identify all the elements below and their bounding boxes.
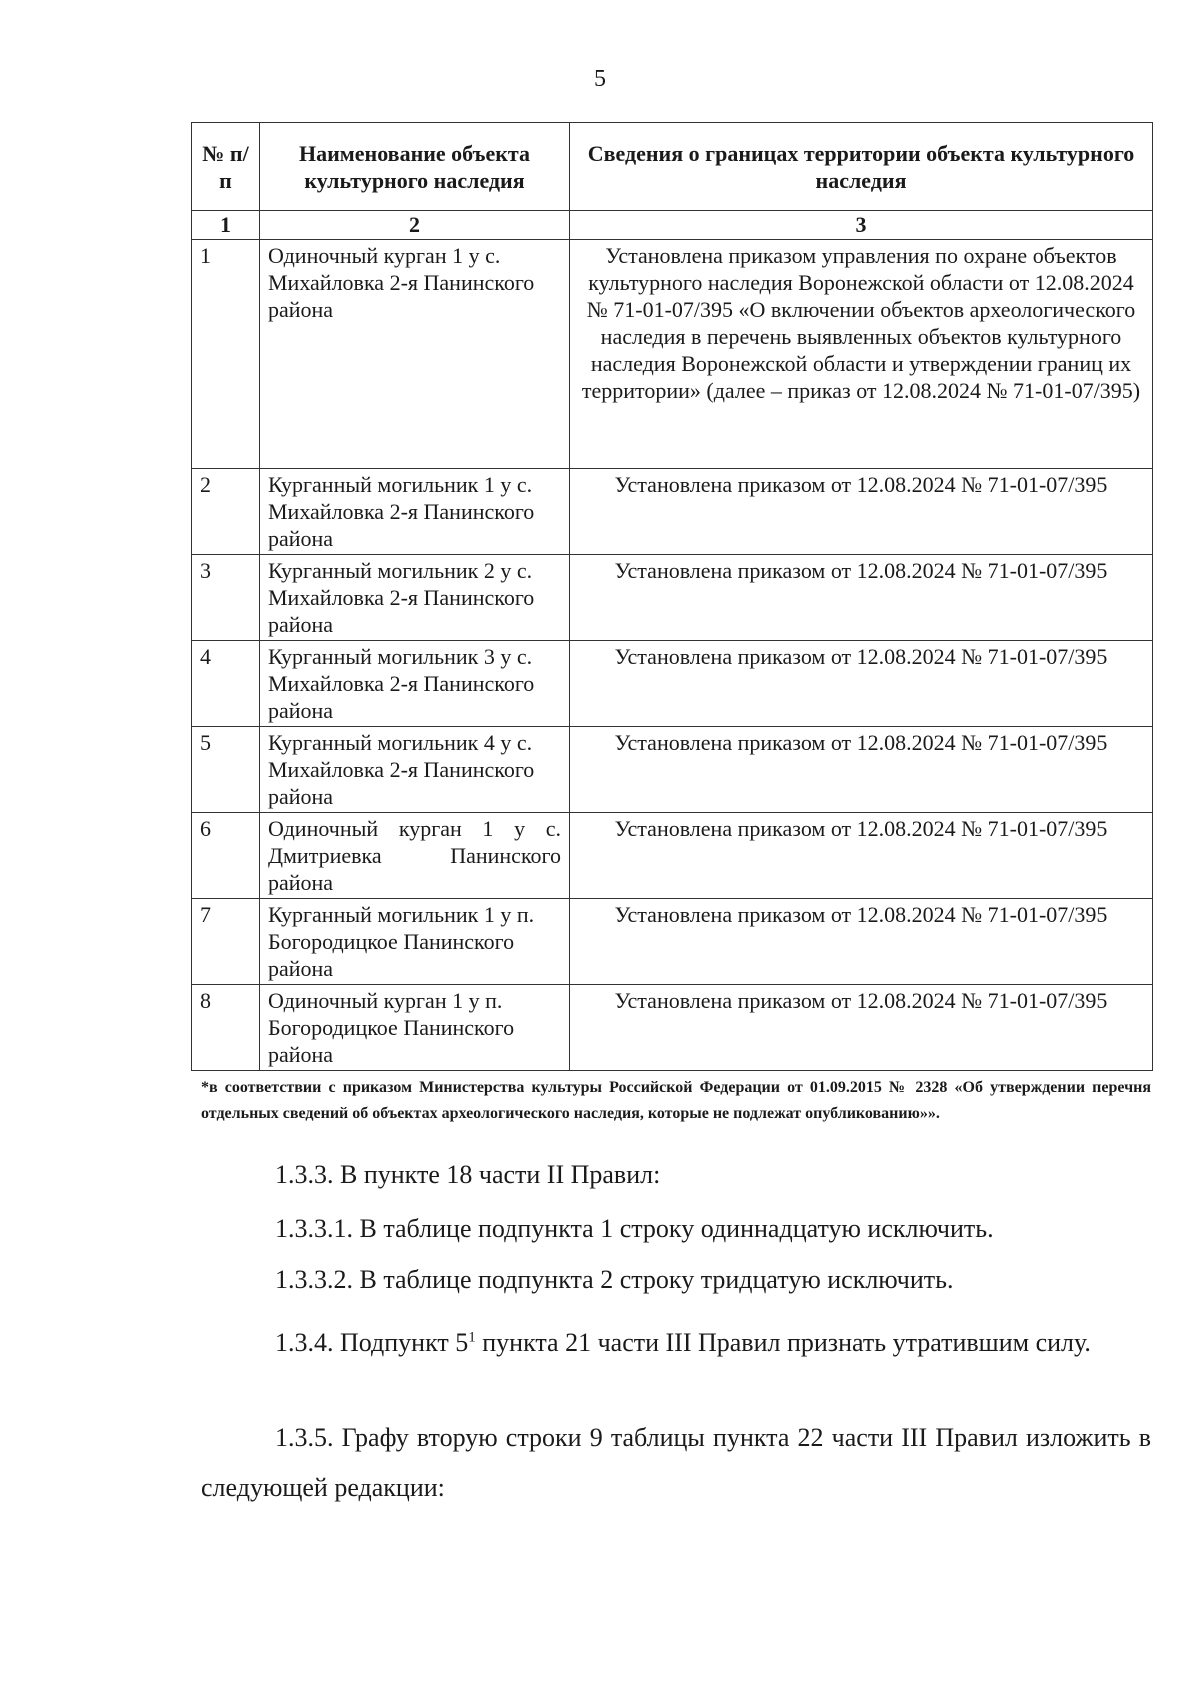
row-number: 3: [192, 555, 260, 641]
object-name: Одиночный курган 1 у п. Богородицкое Панинского района: [260, 985, 570, 1071]
row-number: 8: [192, 985, 260, 1071]
superscript-index: 1: [468, 1329, 476, 1346]
object-name: Курганный могильник 1 у п. Богородицкое Панинского района: [260, 899, 570, 985]
column-number-3: 3: [570, 211, 1153, 240]
row-number: 4: [192, 641, 260, 727]
row-number: 7: [192, 899, 260, 985]
paragraph-1-3-3-1: 1.3.3.1. В таблице подпункта 1 строку одиннадцатую исключить.: [275, 1214, 994, 1243]
object-name: Одиночный курган 1 у с. Дмитриевка Панинского района: [260, 813, 570, 899]
territory-info: Установлена приказом от 12.08.2024 № 71-01-07/395: [570, 899, 1153, 985]
header-number: № п/п: [192, 123, 260, 211]
row-number: 2: [192, 469, 260, 555]
object-name: Курганный могильник 1 у с. Михайловка 2-я Панинского района: [260, 469, 570, 555]
object-name: Курганный могильник 3 у с. Михайловка 2-я Панинского района: [260, 641, 570, 727]
object-name: Курганный могильник 2 у с. Михайловка 2-я Панинского района: [260, 555, 570, 641]
header-object-name: Наименование объекта культурного наследия: [260, 123, 570, 211]
object-name: Одиночный курган 1 у с. Михайловка 2-я Панинского района: [260, 240, 570, 469]
table-row: [192, 469, 1153, 555]
territory-info: Установлена приказом от 12.08.2024 № 71-01-07/395: [570, 727, 1153, 813]
territory-info: Установлена приказом управления по охране объектов культурного наследия Воронежской области от 12.08.2024 № 71-01-07/395 «О включении объектов археологического наследия в перечень выявленных объектов культурного наследия Воронежской области и утверждении границ их территории» (далее – приказ от 12.08.2024 № 71-01-07/395): [570, 240, 1153, 469]
column-number-2: 2: [260, 211, 570, 240]
paragraph-1-3-4: [201, 1318, 1151, 1368]
paragraph-1-3-3: 1.3.3. В пункте 18 части II Правил:: [275, 1160, 661, 1189]
territory-info: Установлена приказом от 12.08.2024 № 71-01-07/395: [570, 813, 1153, 899]
territory-info: Установлена приказом от 12.08.2024 № 71-01-07/395: [570, 469, 1153, 555]
paragraph-1-3-3-2: 1.3.3.2. В таблице подпункта 2 строку тридцатую исключить.: [275, 1265, 954, 1294]
paragraph-1-3-5: 1.3.5. Графу вторую строки 9 таблицы пункта 22 части III Правил изложить в следующей редакции:: [201, 1423, 1151, 1502]
paragraph-1-3-4-start: 1.3.4. Подпункт 5: [275, 1328, 469, 1357]
table-row: [192, 813, 1153, 899]
territory-info: Установлена приказом от 12.08.2024 № 71-01-07/395: [570, 985, 1153, 1071]
row-number: 6: [192, 813, 260, 899]
page-number: 5: [594, 66, 606, 92]
header-territory-info: Сведения о границах территории объекта культурного наследия: [570, 123, 1153, 211]
territory-info: Установлена приказом от 12.08.2024 № 71-01-07/395: [570, 641, 1153, 727]
table-row: [192, 727, 1153, 813]
table-row: [192, 641, 1153, 727]
territory-info: Установлена приказом от 12.08.2024 № 71-01-07/395: [570, 555, 1153, 641]
table-header-row: [192, 123, 1153, 211]
paragraph-1-3-4-end: пункта 21 части III Правил признать утратившим силу.: [475, 1328, 1091, 1357]
column-number-row: [192, 211, 1153, 240]
table-row: [192, 240, 1153, 469]
row-number: 1: [192, 240, 260, 469]
table-row: [192, 985, 1153, 1071]
column-number-1: 1: [192, 211, 260, 240]
row-number: 5: [192, 727, 260, 813]
table-row: [192, 899, 1153, 985]
object-name: Курганный могильник 4 у с. Михайловка 2-я Панинского района: [260, 727, 570, 813]
table-row: [192, 555, 1153, 641]
table-footnote: *в соответствии с приказом Министерства культуры Российской Федерации от 01.09.2015 № 2328 «Об утверждении перечня отдельных сведений об объектах археологического наследия, которые не подлежат опубликованию»».: [201, 1079, 1151, 1122]
heritage-objects-table: [191, 122, 1153, 1071]
